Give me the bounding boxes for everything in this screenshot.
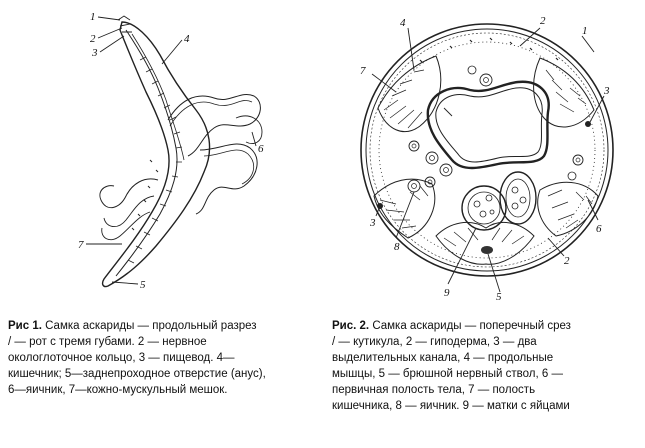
figure1-caption-line1 bbox=[8, 318, 316, 334]
figure2-caption-title: Рис. 2. bbox=[332, 320, 370, 332]
figure2-caption-line4: мышцы, 5 — брюшной нервный ствол, 6 — bbox=[332, 368, 563, 380]
fig2-label-9: 9 bbox=[444, 287, 450, 299]
figure2-caption-line2: / — кутикула, 2 — гиподерма, 3 — два bbox=[332, 336, 537, 348]
fig2-label-7: 7 bbox=[360, 65, 366, 77]
figure1-caption bbox=[8, 318, 316, 398]
figure1-caption-title: Рис 1. bbox=[8, 320, 42, 332]
fig1-label-2: 2 bbox=[90, 33, 96, 45]
fig2-label-3-right: 3 bbox=[604, 85, 610, 97]
figure2-caption-line3: выделительных канала, 4 — продольные bbox=[332, 352, 554, 364]
figure2-caption-line6: кишечника, 8 — яичник. 9 — матки с яйцами bbox=[332, 400, 570, 412]
figure1-caption-line4: кишечник; 5—заднепроходное отверстие (анус), bbox=[8, 368, 266, 380]
fig1-label-6: 6 bbox=[258, 143, 264, 155]
figure1-caption-title-rest: Самка аскариды — продольный разрез bbox=[41, 320, 257, 332]
figure2-caption-line1 bbox=[332, 318, 638, 334]
figure2-caption bbox=[332, 318, 638, 414]
fig2-label-3-left: 3 bbox=[370, 217, 376, 229]
figure1-caption-line5: 6—яичник, 7—кожно-мускульный мешок. bbox=[8, 384, 228, 396]
fig2-label-6: 6 bbox=[596, 223, 602, 235]
figure1-caption-line2: / — рот с тремя губами. 2 — нервное bbox=[8, 336, 207, 348]
figure1-caption-line3: окологлоточное кольцо, 3 — пищевод. 4— bbox=[8, 352, 235, 364]
figure2-caption-line5: первичная полость тела, 7 — полость bbox=[332, 384, 536, 396]
fig2-label-8: 8 bbox=[394, 241, 400, 253]
fig1-label-4: 4 bbox=[184, 33, 190, 45]
fig2-label-1: 1 bbox=[582, 25, 588, 37]
fig1-label-5: 5 bbox=[140, 279, 146, 291]
fig2-label-2-top: 2 bbox=[540, 15, 546, 27]
fig1-label-7: 7 bbox=[78, 239, 84, 251]
fig2-label-5: 5 bbox=[496, 291, 502, 300]
fig1-label-3: 3 bbox=[92, 47, 98, 59]
cross-section-drawing bbox=[361, 24, 613, 276]
fig2-label-2-bottom: 2 bbox=[564, 255, 570, 267]
figure2-caption-title-rest: Самка аскариды — поперечный срез bbox=[369, 320, 571, 332]
longitudinal-section-drawing bbox=[100, 16, 262, 287]
fig1-label-1: 1 bbox=[90, 11, 96, 23]
fig2-label-4: 4 bbox=[400, 17, 406, 29]
